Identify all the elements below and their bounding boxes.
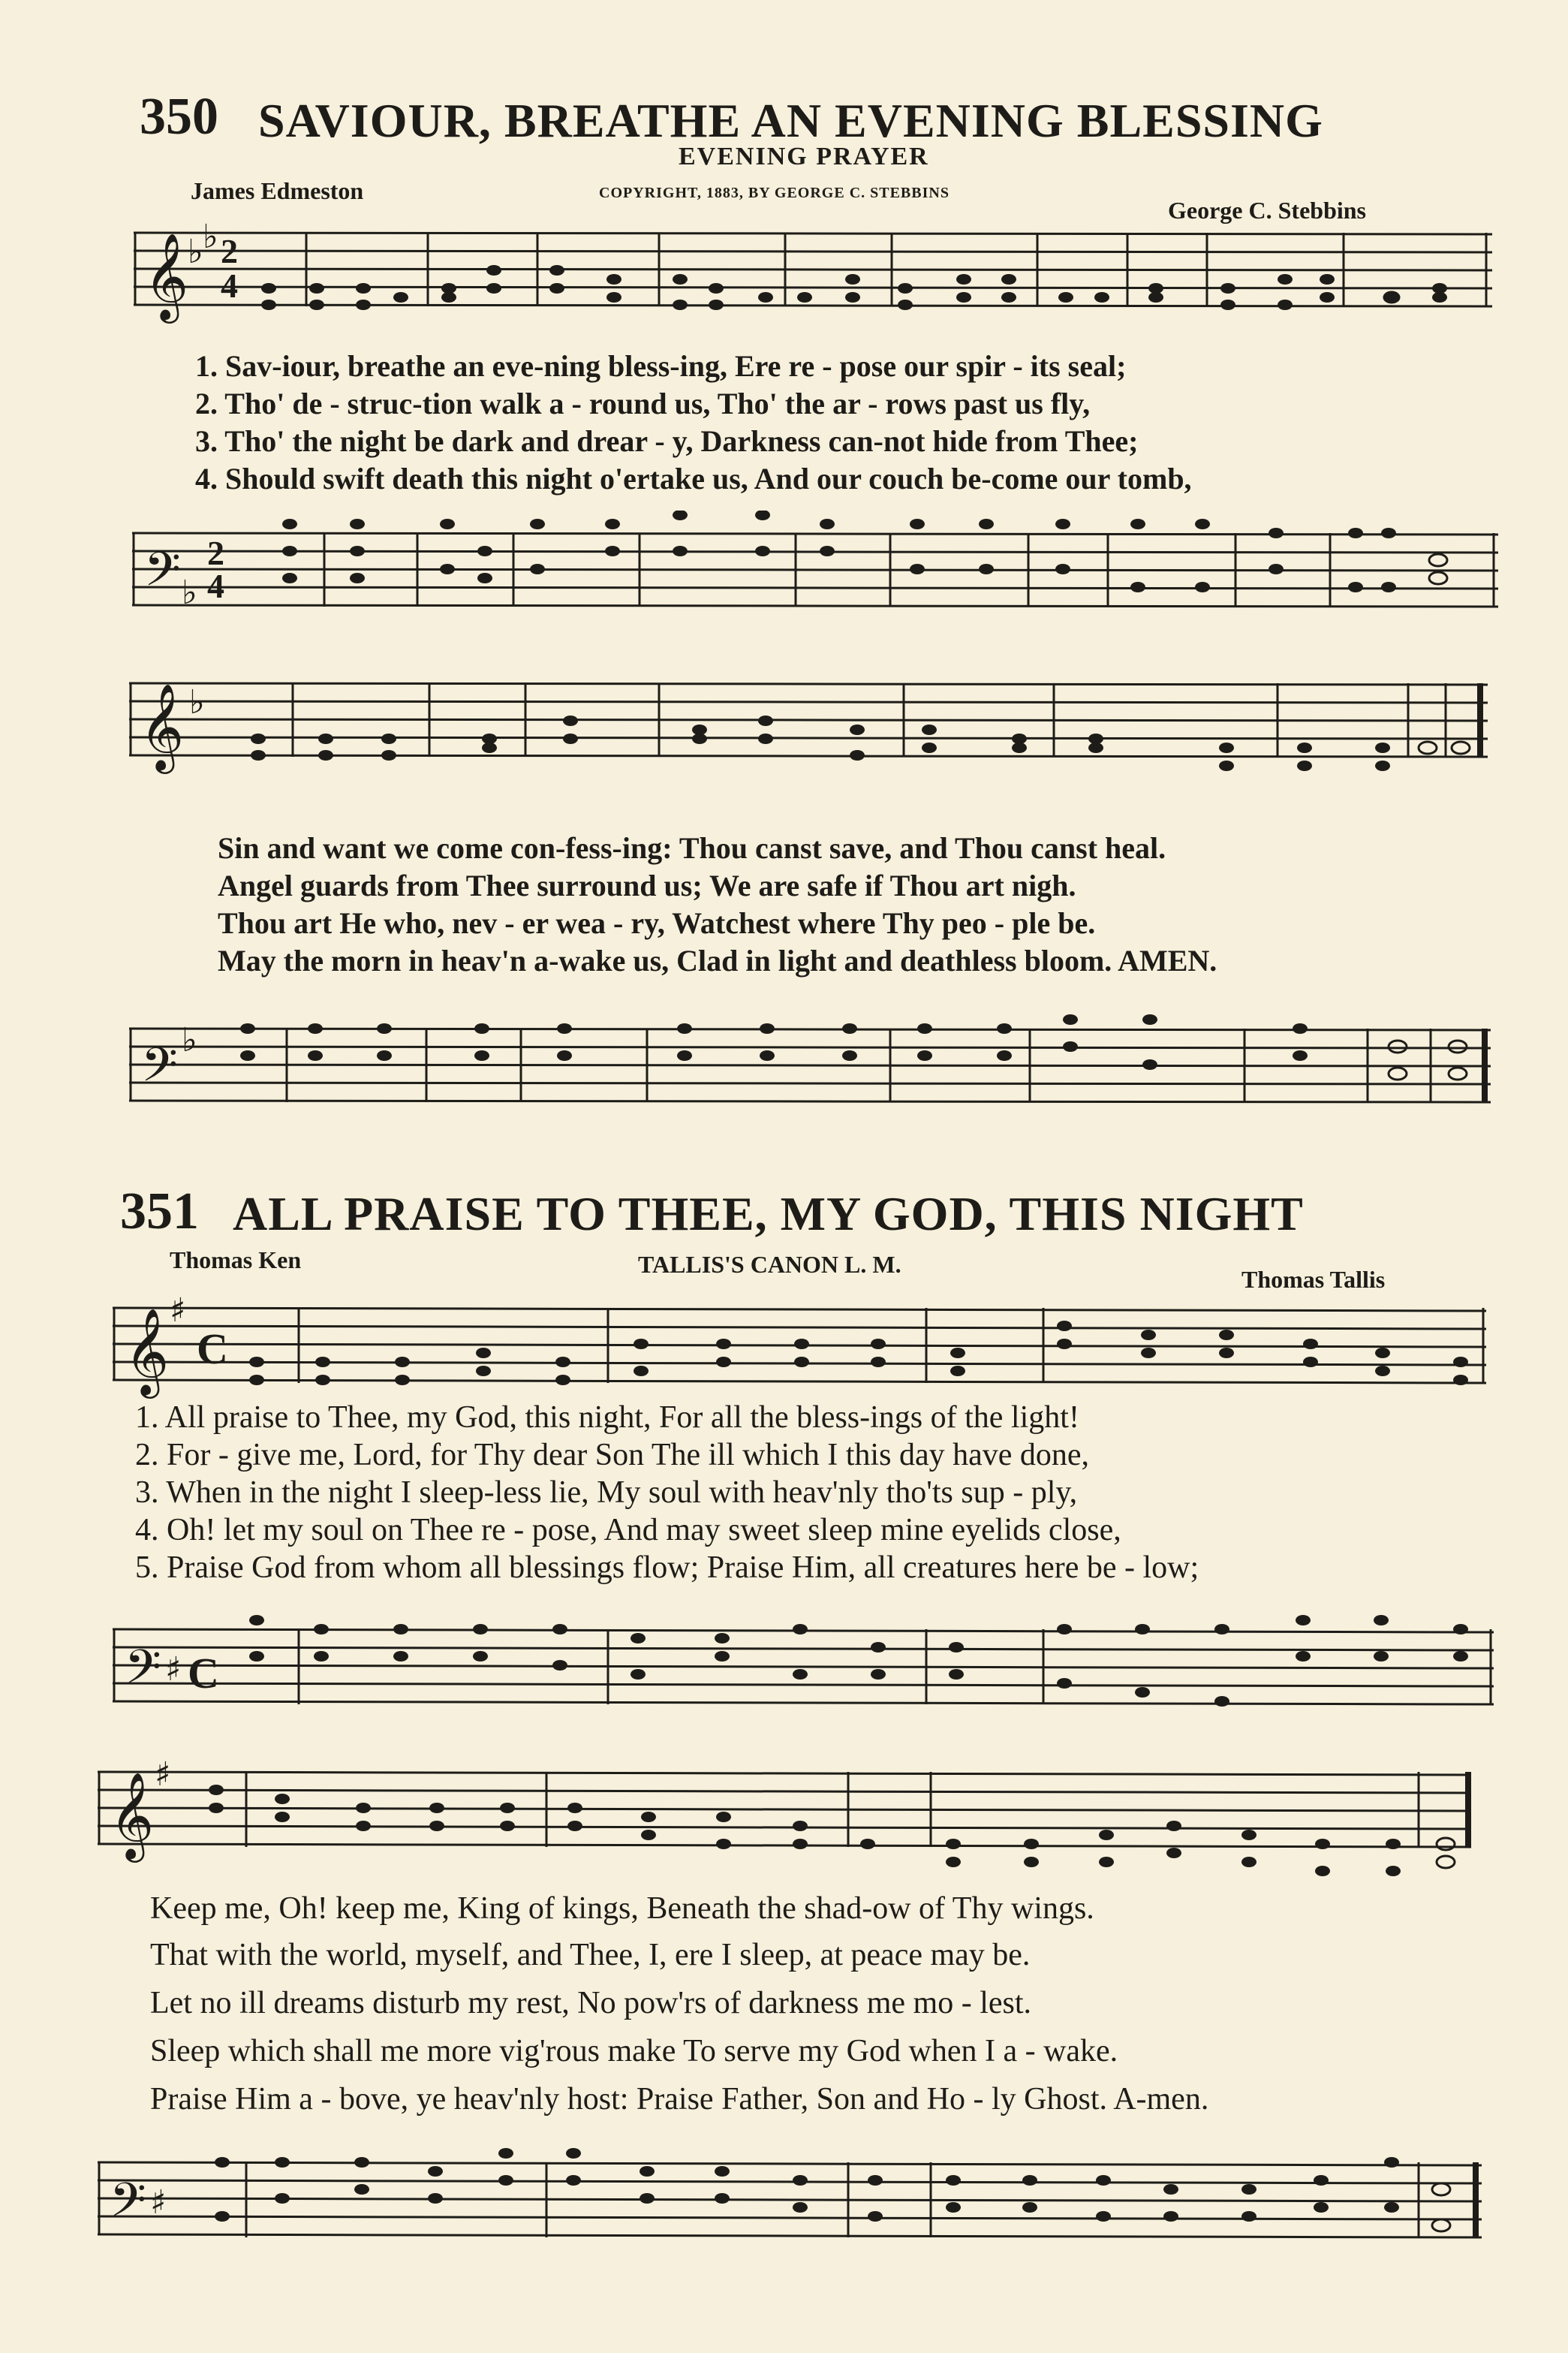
svg-text:4: 4 bbox=[207, 567, 224, 605]
svg-text:𝄞: 𝄞 bbox=[140, 682, 185, 770]
verse-3-line-1: 3. When in the night I sleep-less lie, My soul with heav'nly tho'ts sup - ply, bbox=[135, 1475, 1078, 1510]
verse-4-line-2: Sleep which shall me more vig'rous make To serve my God when I a - wake. bbox=[150, 2034, 1118, 2068]
verse-3-line-2: Let no ill dreams disturb my rest, No pow'rs of darkness me mo - lest. bbox=[150, 1986, 1032, 2020]
verse-4-line-2: May the morn in heav'n a-wake us, Clad in light and deathless bloom. AMEN. bbox=[218, 944, 1217, 978]
svg-text:𝄞: 𝄞 bbox=[110, 1771, 155, 1859]
hymn-number: 350 bbox=[140, 88, 218, 146]
treble-staff bbox=[134, 218, 1507, 338]
verse-2-line-1: 2. For - give me, Lord, for Thy dear Son The ill which I this day have done, bbox=[135, 1438, 1090, 1472]
copyright-notice: COPYRIGHT, 1883, BY GEORGE C. STEBBINS bbox=[599, 185, 950, 201]
verse-3-line-2: Thou art He who, nev - er wea - ry, Watchest where Thy peo - ple be. bbox=[218, 906, 1096, 940]
verse-1-line-2: Sin and want we come con-fess-ing: Thou canst save, and Thou canst heal. bbox=[218, 831, 1166, 865]
svg-text:♯: ♯ bbox=[165, 1650, 182, 1689]
verse-2-line-1: 2. Tho' de - struc-tion walk a - round us, Tho' the ar - rows past us fly, bbox=[195, 387, 1091, 420]
verse-2-line-2: That with the world, myself, and Thee, I, ere I sleep, at peace may be. bbox=[150, 1938, 1031, 1972]
hymn-title: ALL PRAISE TO THEE, MY GOD, THIS NIGHT bbox=[233, 1187, 1304, 1240]
tune-subtitle: EVENING PRAYER bbox=[679, 143, 929, 170]
verse-1-line-1: 1. Sav-iour, breathe an eve-ning bless-ing, Ere re - pose our spir - its seal; bbox=[195, 349, 1127, 383]
svg-text:C: C bbox=[197, 1324, 228, 1373]
svg-text:♯: ♯ bbox=[150, 2183, 167, 2222]
author-credit: James Edmeston bbox=[191, 177, 364, 204]
svg-text:C: C bbox=[188, 1649, 219, 1698]
svg-text:♭: ♭ bbox=[188, 233, 203, 271]
tune-name: TALLIS'S CANON L. M. bbox=[638, 1251, 901, 1278]
composer-credit: Thomas Tallis bbox=[1241, 1266, 1386, 1293]
treble-staff-4 bbox=[98, 1749, 1486, 1885]
hymn-title: SAVIOUR, BREATHE AN EVENING BLESSING bbox=[258, 94, 1323, 147]
svg-text:♭: ♭ bbox=[182, 574, 197, 612]
svg-text:2: 2 bbox=[207, 534, 224, 572]
svg-text:♭: ♭ bbox=[203, 218, 218, 256]
verse-3-line-1: 3. Tho' the night be dark and drear - y, Darkness can-not hide from Thee; bbox=[195, 424, 1139, 458]
svg-text:♯: ♯ bbox=[155, 1755, 171, 1794]
author-credit: Thomas Ken bbox=[170, 1246, 302, 1273]
svg-text:𝄢: 𝄢 bbox=[110, 2172, 146, 2239]
treble-staff-2 bbox=[129, 668, 1503, 796]
svg-text:𝄢: 𝄢 bbox=[144, 541, 181, 608]
treble-staff-3 bbox=[113, 1285, 1501, 1413]
hymn-number: 351 bbox=[120, 1183, 199, 1240]
bass-staff-2 bbox=[129, 1006, 1503, 1134]
svg-text:𝄢: 𝄢 bbox=[141, 1037, 178, 1104]
composer-credit: George C. Stebbins bbox=[1168, 197, 1366, 224]
verse-1-line-2: Keep me, Oh! keep me, King of kings, Beneath the shad-ow of Thy wings. bbox=[150, 1891, 1094, 1926]
verse-4-line-1: 4. Should swift death this night o'ertake us, And our couch be-come our tomb, bbox=[195, 462, 1192, 496]
svg-text:♭: ♭ bbox=[189, 683, 205, 722]
verse-5-line-1: 5. Praise God from whom all blessings flow; Praise Him, all creatures here be - low; bbox=[135, 1550, 1199, 1585]
bass-staff-3 bbox=[113, 1599, 1501, 1727]
svg-text:♯: ♯ bbox=[170, 1291, 186, 1330]
bass-staff bbox=[132, 511, 1506, 631]
verse-1-line-1: 1. All praise to Thee, my God, this night, For all the bless-ings of the light! bbox=[135, 1400, 1079, 1435]
verse-2-line-2: Angel guards from Thee surround us; We are safe if Thou art nigh. bbox=[218, 869, 1076, 902]
verse-4-line-1: 4. Oh! let my soul on Thee re - pose, And may sweet sleep mine eyelids close, bbox=[135, 1513, 1121, 1547]
svg-text:4: 4 bbox=[221, 267, 238, 305]
bass-staff-4 bbox=[98, 2132, 1486, 2260]
svg-text:𝄞: 𝄞 bbox=[125, 1307, 170, 1395]
verse-5-line-2: Praise Him a - bove, ye heav'nly host: Praise Father, Son and Ho - ly Ghost. A-men. bbox=[150, 2082, 1209, 2116]
svg-text:𝄢: 𝄢 bbox=[125, 1639, 161, 1706]
svg-text:𝄞: 𝄞 bbox=[144, 232, 189, 320]
svg-text:2: 2 bbox=[221, 232, 238, 270]
svg-text:♭: ♭ bbox=[182, 1021, 197, 1059]
